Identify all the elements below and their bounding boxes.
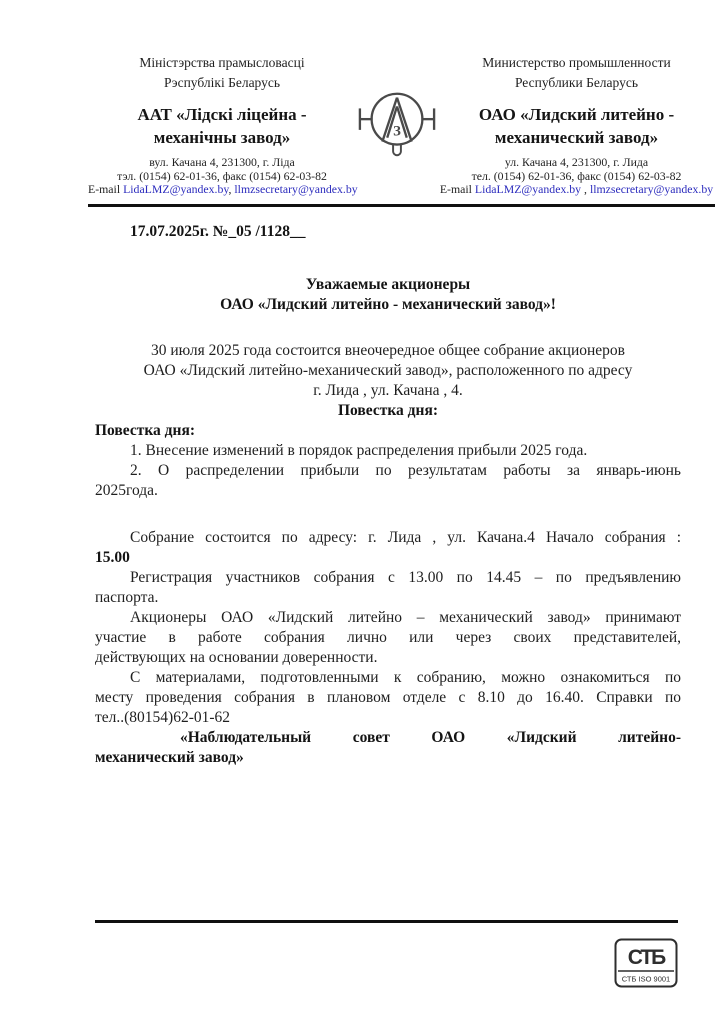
letterhead-rule xyxy=(88,204,715,207)
email-separator: , xyxy=(228,182,235,196)
phone-line: тел. (0154) 62-01-36, факс (0154) 62-03-82 xyxy=(471,168,682,183)
email-separator: , xyxy=(581,182,590,196)
agenda-item-1: 1. Внесение изменений в порядок распределения прибыли 2025 года. xyxy=(130,441,588,459)
phone-line: тэл. (0154) 62-01-36, факс (0154) 62-03-82 xyxy=(117,168,327,183)
intro-line: ОАО «Лидский литейно-механический завод», расположенного по адресу xyxy=(143,361,633,379)
shareholders-line: Акционеры ОАО «Лидский литейно – механический завод» принимают xyxy=(130,608,681,626)
shareholders-line: действующих на основании доверенности. xyxy=(95,648,378,666)
company-name-line: ОАО «Лидский литейно - xyxy=(478,105,675,124)
agenda-heading-centered: Повестка дня: xyxy=(338,401,438,419)
shareholders-line: участие в работе собрания лично или через своих представителей, xyxy=(95,628,681,646)
materials-line: тел..(80154)62-01-62 xyxy=(95,708,231,726)
agenda-item-2-line: 2. О распределении прибыли по результатам работы за январь-июнь xyxy=(130,461,681,479)
email-line xyxy=(88,183,356,197)
intro-line: 30 июля 2025 года состоится внеочередное общее собрание акционеров xyxy=(150,341,625,359)
salutation-line: Уважаемые акционеры xyxy=(305,275,471,293)
intro-line: г. Лида , ул. Качана , 4. xyxy=(313,381,463,399)
bottom-rule xyxy=(95,920,678,923)
email-link[interactable]: llmzsecretary@yandex.by xyxy=(234,182,358,196)
agenda-heading-left: Повестка дня: xyxy=(95,421,195,439)
intro-paragraph xyxy=(95,341,681,401)
address-line: вул. Качана 4, 231300, г. Ліда xyxy=(149,155,295,169)
agenda-item-2-line: 2025года. xyxy=(95,481,158,499)
letter-body xyxy=(95,222,681,768)
materials-line: С материалами, подготовленными к собранию, можно ознакомиться по xyxy=(130,668,681,686)
venue-start-time: 15.00 xyxy=(95,548,130,566)
address-line: ул. Качана 4, 231300, г. Лида xyxy=(504,155,649,169)
ministry-line: Міністэрства прамысловасці xyxy=(139,55,305,70)
signature-block xyxy=(95,728,681,768)
registration-line: паспорта. xyxy=(95,588,159,606)
venue-paragraph xyxy=(95,528,681,568)
email-link[interactable]: LidaLMZ@yandex.by xyxy=(474,182,582,196)
email-link[interactable]: llmzsecretary@yandex.by xyxy=(589,182,714,196)
shareholders-paragraph xyxy=(95,608,681,668)
company-name-line: механический завод» xyxy=(494,128,659,147)
letterhead-right xyxy=(438,54,715,197)
ministry-line: Рэспублікі Беларусь xyxy=(163,75,281,90)
signature-line: «Наблюдательный совет ОАО «Лидский литейно- xyxy=(180,728,681,746)
email-label: E-mail xyxy=(88,182,124,196)
registration-line: Регистрация участников собрания с 13.00 по 14.45 – по предъявлению xyxy=(130,568,681,586)
lmz-logo-icon xyxy=(356,54,438,197)
ministry-line: Министерство промышленности xyxy=(482,55,671,70)
letterhead xyxy=(0,0,721,197)
salutation-line: ОАО «Лидский литейно - механический завод»! xyxy=(220,295,556,313)
company-name-line: ААТ «Лідскі ліцейна - xyxy=(137,105,307,124)
email-link[interactable]: LidaLMZ@yandex.by xyxy=(123,182,229,196)
cert-mark-caption: СТБ ISO 9001 xyxy=(621,974,671,984)
cert-mark-letters: СТБ xyxy=(627,946,665,969)
email-label: E-mail xyxy=(439,182,475,196)
company-name-line: механічны завод» xyxy=(153,128,291,147)
logo-letter: З xyxy=(393,123,401,140)
stb-iso-9001-mark-icon xyxy=(614,938,678,993)
reference-line: 17.07.2025г. №_05 /1128__ xyxy=(130,222,306,240)
letterhead-left xyxy=(88,54,356,197)
venue-line: Собрание состоится по адресу: г. Лида , ул. Качана.4 Начало собрания : xyxy=(130,528,681,546)
signature-line: механический завод» xyxy=(95,748,244,766)
materials-paragraph xyxy=(95,668,681,728)
email-line xyxy=(438,183,715,197)
salutation xyxy=(95,275,681,315)
ministry-line: Республики Беларусь xyxy=(514,75,639,90)
registration-paragraph xyxy=(95,568,681,608)
materials-line: месту проведения собрания в плановом отделе с 8.10 до 16.40. Справки по xyxy=(95,688,681,706)
